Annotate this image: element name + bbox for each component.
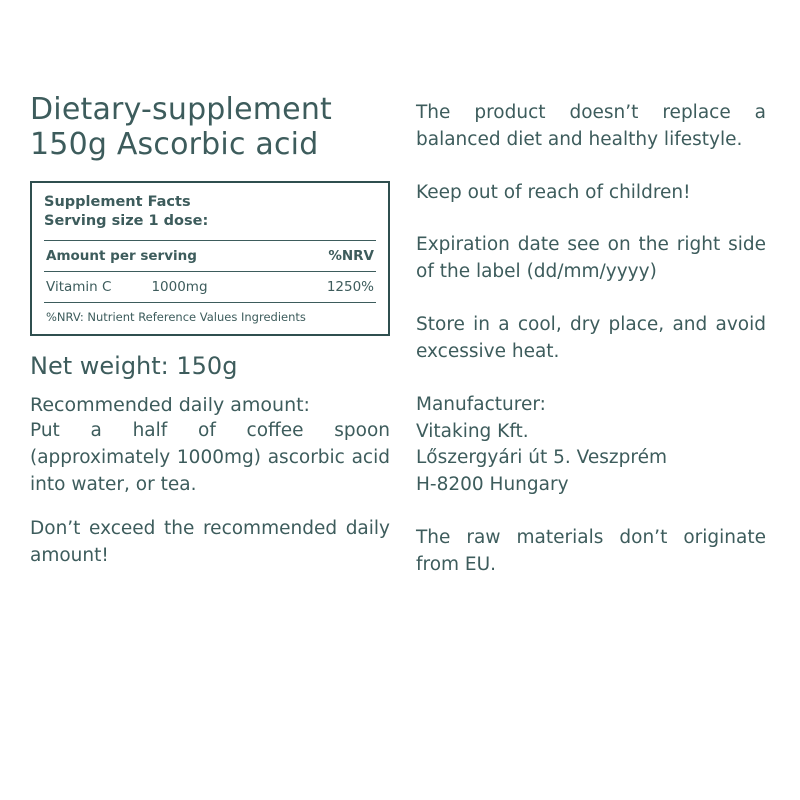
nutrient-nrv: 1250% (326, 278, 374, 295)
nutrient-amount: 1000mg (151, 278, 208, 295)
do-not-exceed-warning: Don’t exceed the recommended daily amount! (30, 518, 390, 567)
facts-footnote: %NRV: Nutrient Reference Values Ingredients (46, 309, 306, 324)
manufacturer-block (416, 392, 766, 499)
left-column (30, 92, 390, 760)
facts-column-nrv: %NRV (328, 247, 374, 264)
facts-column-amount: Amount per serving (46, 247, 197, 264)
table-row (44, 272, 376, 302)
nutrient-name: Vitamin C (46, 278, 112, 295)
supplement-facts-panel (30, 181, 390, 336)
net-weight: Net weight: 150g (30, 351, 238, 380)
manufacturer-address-line1: Lőszergyári út 5. Veszprém (416, 447, 667, 469)
storage-note: Store in a cool, dry place, and avoid excessive heat. (416, 314, 766, 362)
page-title: Dietary-supplement 150g Ascorbic acid (30, 92, 333, 163)
right-column (416, 92, 766, 760)
manufacturer-name: Vitaking Kft. (416, 420, 529, 442)
manufacturer-label: Manufacturer: (416, 393, 546, 415)
supplement-facts-heading (44, 193, 376, 240)
serving-size: Serving size 1 dose: (44, 213, 209, 230)
manufacturer-address-line2: H-8200 Hungary (416, 474, 569, 496)
expiration-date-note: Expiration date see on the right side of the label (dd/mm/yyyy) (416, 234, 766, 283)
facts-column-headers (44, 241, 376, 271)
recommended-daily-amount-heading: Recommended daily amount: (30, 393, 310, 416)
keep-out-of-reach-note: Keep out of reach of children! (416, 181, 691, 203)
raw-materials-note: The raw materials don’t originate from EU. (416, 526, 766, 575)
recommended-daily-amount-text: Put a half of coffee spoon (approximately 1000mg) ascorbic acid into water, or tea. (30, 419, 390, 495)
supplement-facts-title: Supplement Facts (44, 193, 191, 210)
not-replace-diet-note: The product doesn’t replace a balanced diet and healthy lifestyle. (416, 102, 766, 150)
